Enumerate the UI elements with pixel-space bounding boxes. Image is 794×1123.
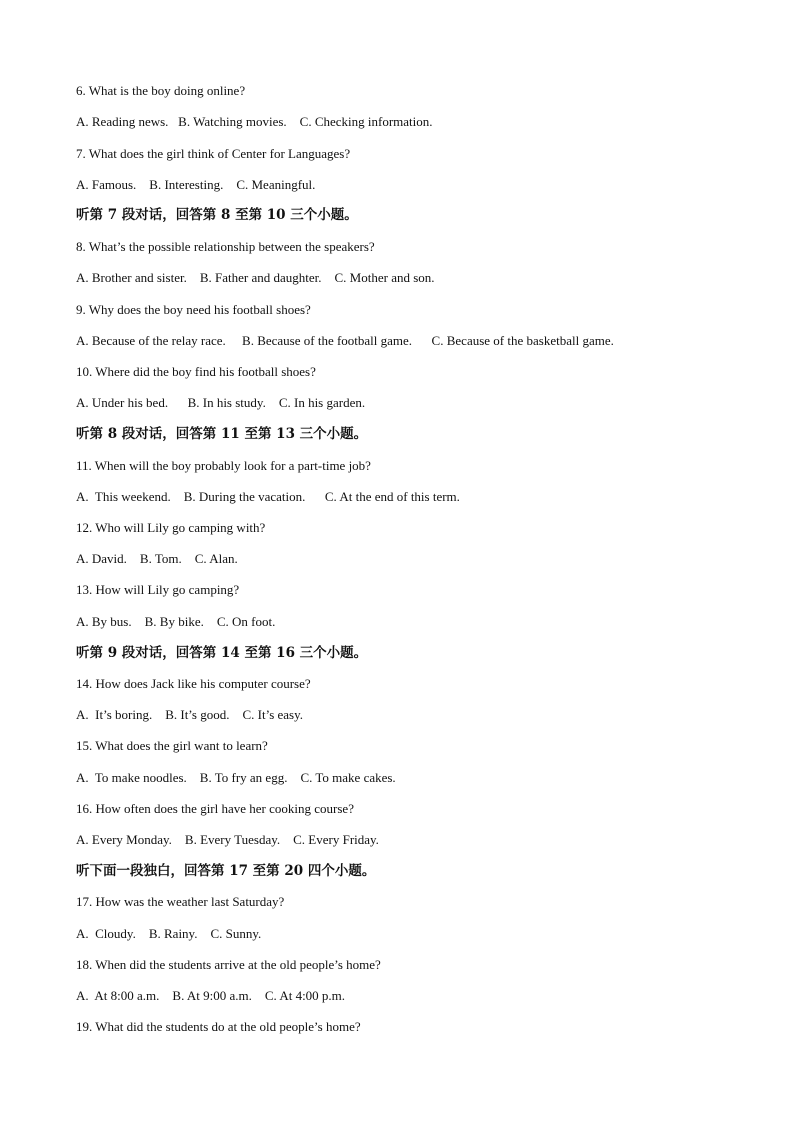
question-15-options: A. To make noodles. B. To fry an egg. C. To make cakes. [76, 770, 396, 785]
question-10: 10. Where did the boy find his football shoes? [76, 364, 316, 379]
question-14: 14. How does Jack like his computer course? [76, 676, 311, 691]
question-9: 9. Why does the boy need his football shoes? [76, 302, 311, 317]
question-18-options: A. At 8:00 a.m. B. At 9:00 a.m. C. At 4:00 p.m. [76, 988, 346, 1003]
question-10-options: A. Under his bed. B. In his study. C. In his garden. [76, 395, 366, 410]
question-14-options: A. It’s boring. B. It’s good. C. It’s easy. [76, 707, 304, 722]
question-7: 7. What does the girl think of Center for Languages? [76, 146, 351, 161]
section-heading-dialogue-9: 听第 9 段对话，回答第 14 至第 16 三个小题。 [76, 645, 368, 661]
question-11: 11. When will the boy probably look for a part-time job? [76, 458, 371, 473]
question-6: 6. What is the boy doing online? [76, 83, 246, 98]
question-13-options: A. By bus. B. By bike. C. On foot. [76, 614, 276, 629]
question-9-options: A. Because of the relay race. B. Because of the football game. C. Because of the basketball game. [76, 333, 614, 348]
question-17: 17. How was the weather last Saturday? [76, 894, 285, 909]
question-12: 12. Who will Lily go camping with? [76, 520, 266, 535]
question-6-options: A. Reading news. B. Watching movies. C. Checking information. [76, 114, 433, 129]
section-heading-dialogue-7: 听第 7 段对话，回答第 8 至第 10 三个小题。 [76, 207, 358, 223]
question-8-options: A. Brother and sister. B. Father and daughter. C. Mother and son. [76, 270, 435, 285]
section-heading-monologue: 听下面一段独白，回答第 17 至第 20 四个小题。 [76, 863, 376, 879]
section-heading-dialogue-8: 听第 8 段对话，回答第 11 至第 13 三个小题。 [76, 426, 368, 442]
question-16-options: A. Every Monday. B. Every Tuesday. C. Every Friday. [76, 832, 379, 847]
question-8: 8. What’s the possible relationship between the speakers? [76, 239, 375, 254]
question-18: 18. When did the students arrive at the old people’s home? [76, 957, 381, 972]
question-16: 16. How often does the girl have her cooking course? [76, 801, 354, 816]
question-11-options: A. This weekend. B. During the vacation. C. At the end of this term. [76, 489, 460, 504]
question-12-options: A. David. B. Tom. C. Alan. [76, 551, 238, 566]
question-17-options: A. Cloudy. B. Rainy. C. Sunny. [76, 926, 262, 941]
question-13: 13. How will Lily go camping? [76, 582, 240, 597]
question-15: 15. What does the girl want to learn? [76, 738, 268, 753]
question-7-options: A. Famous. B. Interesting. C. Meaningful. [76, 177, 316, 192]
question-19: 19. What did the students do at the old people’s home? [76, 1019, 361, 1034]
